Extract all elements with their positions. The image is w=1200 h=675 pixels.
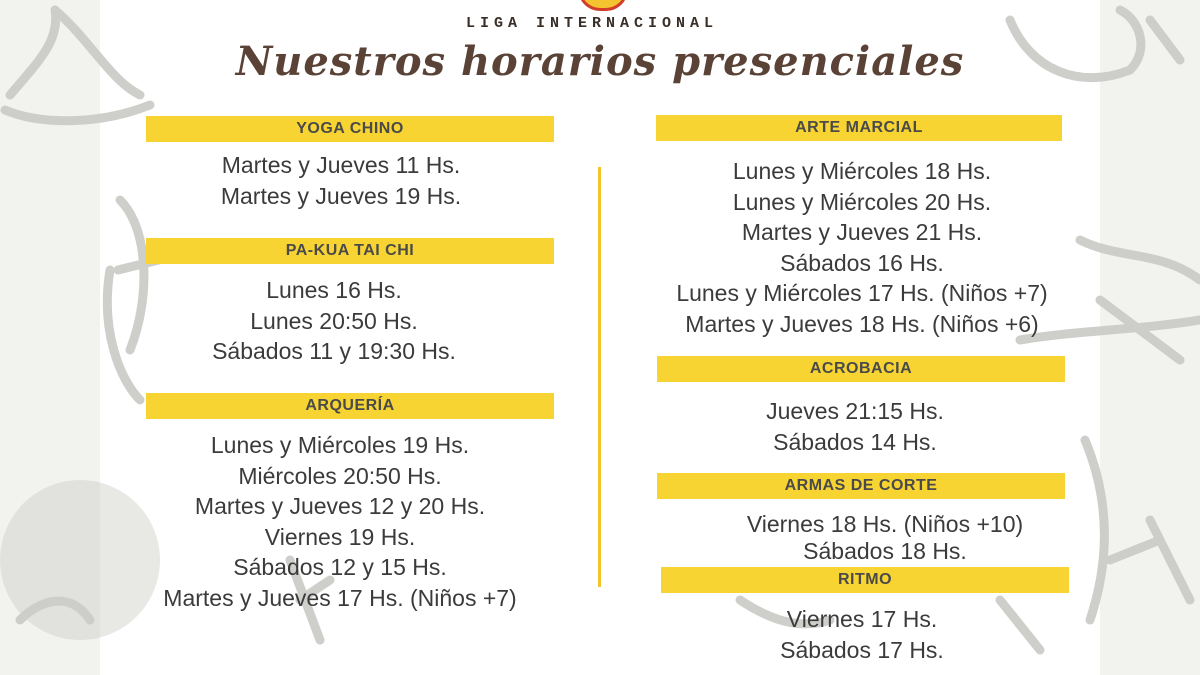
schedule-line: Lunes 16 Hs. [266, 277, 402, 303]
section-header-acrobacia: ACROBACIA [657, 356, 1065, 382]
brand-name: LIGA INTERNACIONAL [465, 15, 719, 32]
schedule-line: Jueves 21:15 Hs. [766, 398, 944, 424]
schedule-line: Viernes 17 Hs. [786, 606, 938, 632]
schedule-line: Martes y Jueves 19 Hs. [220, 182, 462, 209]
schedule-line: Martes y Jueves 21 Hs. [741, 219, 983, 245]
schedule-list-arqueria [120, 430, 560, 613]
schedule-line: Miércoles 20:50 Hs. [238, 462, 442, 489]
schedule-list-pakua [136, 275, 532, 367]
schedule-list-armas-de-corte [680, 511, 1090, 565]
schedule-line: Viernes 18 Hs. (Niños +10) [746, 511, 1024, 537]
schedule-line: Sábados 18 Hs. [803, 538, 967, 564]
schedule-line: Lunes y Miércoles 19 Hs. [210, 432, 470, 458]
schedule-line: Martes y Jueves 12 y 20 Hs. [194, 493, 486, 519]
schedule-line: Viernes 19 Hs. [264, 523, 416, 550]
schedule-line: Martes y Jueves 17 Hs. (Niños +7) [163, 584, 517, 611]
section-header-armas-de-corte: ARMAS DE CORTE [657, 473, 1065, 499]
schedule-line: Sábados 16 Hs. [780, 249, 944, 276]
schedule-line: Sábados 14 Hs. [773, 428, 937, 455]
page-title: Nuestros horarios presenciales [235, 38, 965, 85]
schedule-line: Lunes 20:50 Hs. [250, 307, 418, 334]
schedule-list-yoga [146, 150, 536, 211]
section-header-yoga: YOGA CHINO [146, 116, 554, 142]
schedule-line: Lunes y Miércoles 18 Hs. [732, 158, 992, 184]
section-header-pakua: PA-KUA TAI CHI [146, 238, 554, 264]
schedule-line: Lunes y Miércoles 20 Hs. [732, 188, 992, 215]
section-header-ritmo: RITMO [661, 567, 1069, 593]
schedule-line: Martes y Jueves 11 Hs. [221, 152, 461, 178]
schedule-line: Sábados 12 y 15 Hs. [233, 554, 447, 580]
schedule-line: Sábados 17 Hs. [780, 636, 944, 663]
schedule-list-acrobacia [656, 396, 1054, 457]
column-divider [598, 167, 601, 587]
section-header-arqueria: ARQUERÍA [146, 393, 554, 419]
schedule-line: Sábados 11 y 19:30 Hs. [212, 338, 456, 364]
schedule-line: Martes y Jueves 18 Hs. (Niños +6) [685, 310, 1039, 337]
schedule-line: Lunes y Miércoles 17 Hs. (Niños +7) [676, 280, 1048, 306]
schedule-list-arte-marcial [630, 156, 1094, 339]
schedule-list-ritmo [670, 604, 1054, 665]
section-header-arte-marcial: ARTE MARCIAL [656, 115, 1062, 141]
